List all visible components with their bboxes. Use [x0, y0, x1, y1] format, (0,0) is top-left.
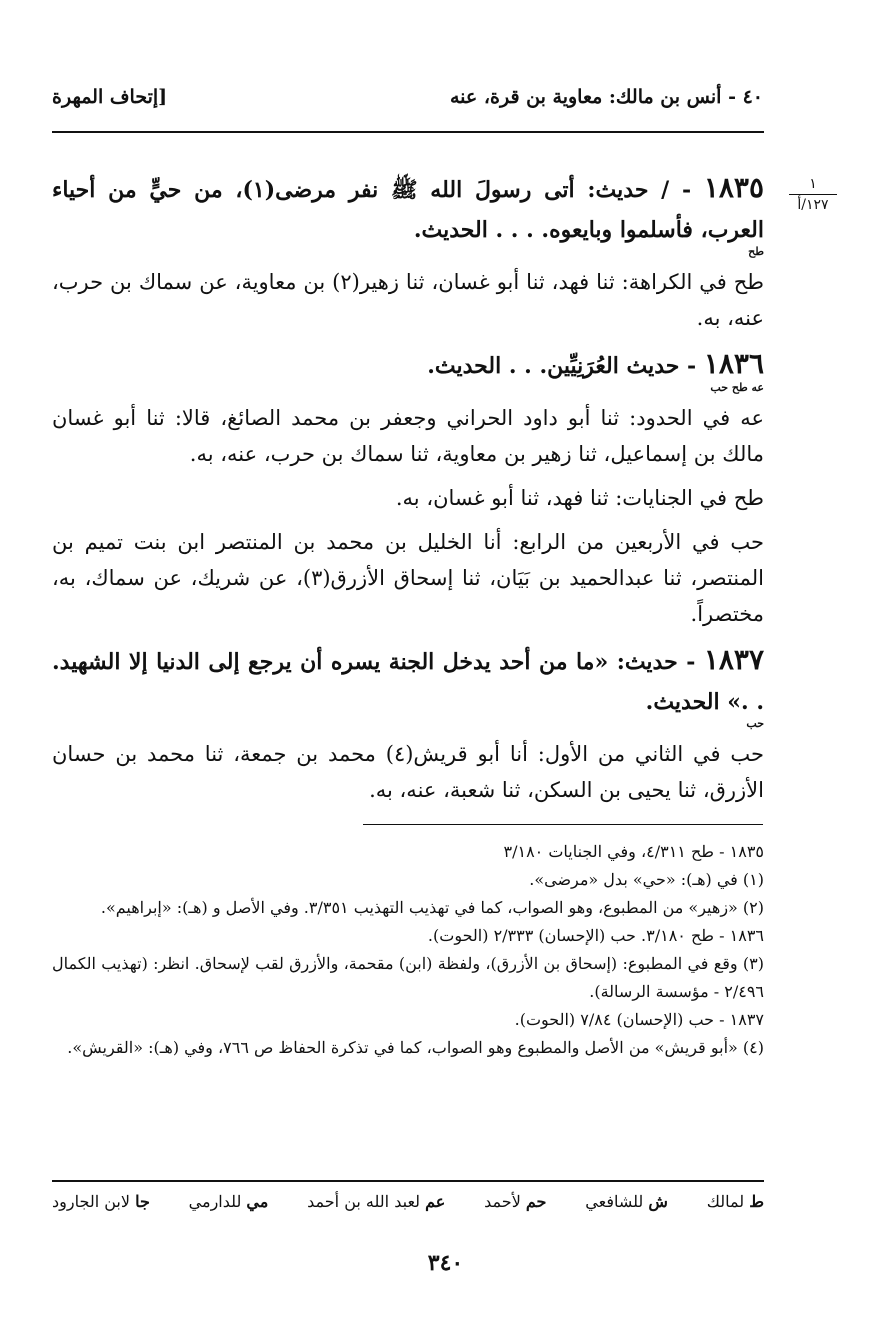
footnotes: [52, 838, 764, 1062]
chapter-header: ٤٠ - أنس بن مالك: معاوية بن قرة، عنه: [450, 86, 763, 108]
margin-ref-bottom: ١٢٧/أ: [797, 197, 829, 213]
legend-item: ش للشافعي: [585, 1192, 668, 1211]
footnote: ١٨٣٥ - طح ٤/٣١١، وفي الجنايات ٣/١٨٠: [503, 842, 764, 861]
legend-item: حم لأحمد: [484, 1192, 547, 1211]
hadith-sigla: طح: [748, 245, 764, 258]
header-divider: [52, 131, 764, 133]
book-title-header: [إتحاف المهرة: [52, 86, 168, 108]
hadith-entry: [52, 344, 764, 632]
footnote: (٤) «أبو قريش» من الأصل والمطبوع وهو الصواب، كما في تذكرة الحفاظ ص ٧٦٦، وفي (هـ): «القريش».: [67, 1038, 764, 1057]
hadith-entry: [52, 640, 764, 808]
isnad-paragraph: طح في الكراهة: ثنا فهد، ثنا أبو غسان، ثنا زهير(٢) بن معاوية، عن سماك بن حرب، عنه، به.: [52, 270, 765, 330]
isnad-paragraph: حب في الثاني من الأول: أنا أبو قريش(٤) محمد بن جمعة، ثنا محمد بن حسان الأزرق، ثنا يحيى بن السكن، ثنا شعبة، عنه، به.: [52, 742, 765, 802]
margin-ref-divider: [789, 194, 837, 195]
hadith-number: ١٨٣٦: [703, 347, 764, 380]
isnad-paragraph: حب في الأربعين من الرابع: أنا الخليل بن محمد بن المنتصر ابن بنت تميم بن المنتصر، ثنا عبدالحميد بن بَيَان، ثنا إسحاق الأزرق(٣)، عن شريك، عن سماك، به، مختصراً.: [52, 530, 764, 626]
hadith-heading: [52, 168, 764, 258]
footnote: (٣) وقع في المطبوع: (إسحاق بن الأزرق)، ولفظة (ابن) مقحمة، والأزرق لقب لإسحاق. انظر: (تهذيب الكمال ٢/٤٩٦ - مؤسسة الرسالة).: [52, 954, 765, 1001]
hadith-number: ١٨٣٥: [703, 171, 764, 204]
hadith-sigla: عه طح حب: [710, 381, 764, 394]
isnad-paragraph: طح في الجنايات: ثنا فهد، ثنا أبو غسان، به.: [395, 486, 764, 510]
legend-item: عم لعبد الله بن أحمد: [307, 1192, 446, 1211]
main-text: [52, 168, 764, 816]
footnote: ١٨٣٦ - طح ٣/١٨٠. حب (الإحسان) ٢/٣٣٣ (الحوت).: [427, 926, 764, 945]
hadith-number: ١٨٣٧: [703, 643, 764, 676]
footnote: (٢) «زهير» من المطبوع، وهو الصواب، كما في تهذيب التهذيب ٣/٣٥١. وفي الأصل و (هـ): «إبراهيم».: [100, 898, 764, 917]
legend-item: ط لمالك: [706, 1192, 764, 1211]
margin-ref-top: ١: [809, 176, 817, 192]
page-number: ٣٤٠: [427, 1250, 464, 1276]
hadith-heading: [52, 344, 764, 394]
footnote: ١٨٣٧ - حب (الإحسان) ٧/٨٤ (الحوت).: [514, 1010, 764, 1029]
hadith-heading-text: - حديث: «ما من أحد يدخل الجنة يسره أن يرجع إلى الدنيا إلا الشهيد. . .» الحديث.: [52, 649, 764, 715]
hadith-heading-text: - / حديث: أتى رسولَ الله ﷺ نفر مرضى(١)، من حيٍّ من أحياء العرب، فأسلموا وبايعوه. . . . الحديث.: [52, 177, 764, 243]
hadith-entry: [52, 168, 764, 336]
legend-item: جا لابن الجارود: [52, 1192, 150, 1211]
abbreviations-legend: [52, 1192, 764, 1211]
isnad-paragraph: عه في الحدود: ثنا أبو داود الحراني وجعفر بن محمد الصائغ، قالا: ثنا أبو غسان مالك بن إسماعيل، ثنا زهير بن معاوية، ثنا سماك بن حرب، عنه، به.: [52, 406, 764, 466]
legend-divider: [52, 1180, 764, 1182]
hadith-sigla: حب: [746, 717, 764, 730]
hadith-heading-text: - حديث العُرَنِيِّين. . . الحديث.: [427, 353, 704, 379]
legend-item: مي للدارمي: [188, 1192, 269, 1211]
footnote: (١) في (هـ): «حي» بدل «مرضى».: [529, 870, 764, 889]
hadith-heading: [52, 640, 764, 730]
margin-reference: [783, 174, 843, 215]
footnote-divider: [363, 824, 763, 825]
